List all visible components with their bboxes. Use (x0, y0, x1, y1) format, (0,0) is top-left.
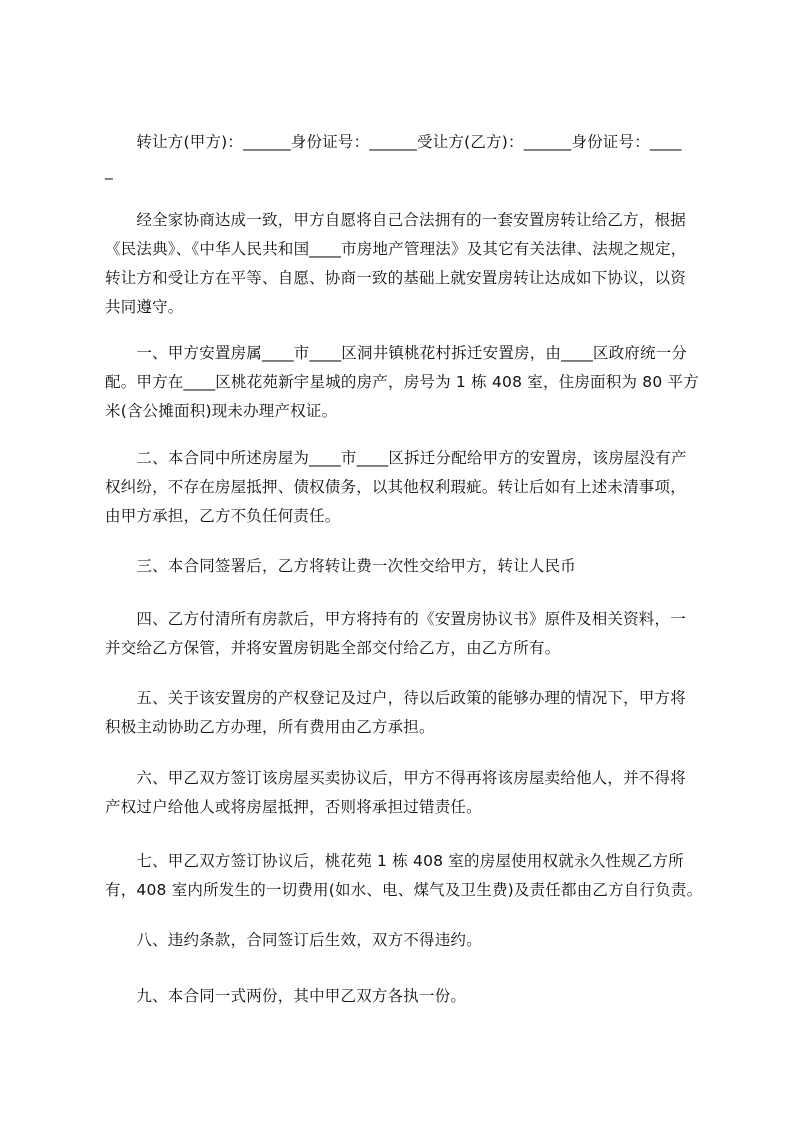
text-line: 《民法典》、《中华人民共和国____市房地产管理法》及其它有关法律、法规之规定， (105, 240, 687, 258)
text-line: 并交给乙方保管，并将安置房钥匙全部交付给乙方，由乙方所有。 (105, 639, 561, 657)
text-line: 九、本合同一式两份，其中甲乙双方各执一份。 (105, 987, 467, 1005)
intro-paragraph (105, 206, 705, 322)
text-line: 经全家协商达成一致，甲方自愿将自己合法拥有的一套安置房转让给乙方，根据 (105, 211, 686, 229)
text-line: 八、违约条款，合同签订后生效，双方不得违约。 (105, 931, 482, 949)
text-line: 由甲方承担，乙方不负任何责任。 (105, 507, 341, 525)
text-line: _ (105, 162, 113, 180)
text-line: 转让方(甲方)：______身份证号：______受让方(乙方)：______身份证号：____ (105, 133, 682, 151)
text-line: 米(含公摊面积)现未办理产权证。 (105, 402, 338, 420)
text-line: 配。甲方在____区桃花苑新宇星城的房产，房号为 1 栋 408 室，住房面积为 80 平方 (105, 373, 699, 391)
text-line: 五、关于该安置房的产权登记及过户，待以后政策的能够办理的情况下，甲方将 (105, 689, 686, 707)
clause-1 (105, 339, 705, 426)
text-line: 转让方和受让方在平等、自愿、协商一致的基础上就安置房转让达成如下协议，以资 (105, 269, 686, 287)
text-line: 共同遵守。 (105, 298, 184, 316)
clause-9 (105, 982, 705, 1011)
clause-8 (105, 926, 705, 955)
text-line: 一、甲方安置房属____市____区洞井镇桃花村拆迁安置房，由____区政府统一分 (105, 344, 688, 362)
parties-header (105, 128, 705, 186)
clause-6 (105, 764, 705, 822)
text-line: 有，408 室内所发生的一切费用(如水、电、煤气及卫生费)及责任都由乙方自行负责。 (105, 881, 703, 899)
clause-5 (105, 684, 705, 742)
clause-3 (105, 552, 705, 581)
text-line: 六、甲乙双方签订该房屋买卖协议后，甲方不得再将该房屋卖给他人，并不得将 (105, 769, 686, 787)
text-line: 四、乙方付清所有房款后，甲方将持有的《安置房协议书》原件及相关资料，一 (105, 610, 686, 628)
text-line: 三、本合同签署后，乙方将转让费一次性交给甲方，转让人民币 (105, 557, 577, 575)
text-line: 积极主动协助乙方办理，所有费用由乙方承担。 (105, 718, 435, 736)
clause-7 (105, 847, 705, 905)
clause-2 (105, 444, 705, 531)
text-line: 七、甲乙双方签订协议后，桃花苑 1 栋 408 室的房屋使用权就永久性规乙方所 (105, 852, 684, 870)
text-line: 产权过户给他人或将房屋抵押，否则将承担过错责任。 (105, 798, 482, 816)
clause-4 (105, 605, 705, 663)
text-line: 权纠纷，不存在房屋抵押、债权债务，以其他权利瑕疵。转让后如有上述未清事项， (105, 478, 686, 496)
text-line: 二、本合同中所述房屋为____市____区拆迁分配给甲方的安置房，该房屋没有产 (105, 449, 687, 467)
